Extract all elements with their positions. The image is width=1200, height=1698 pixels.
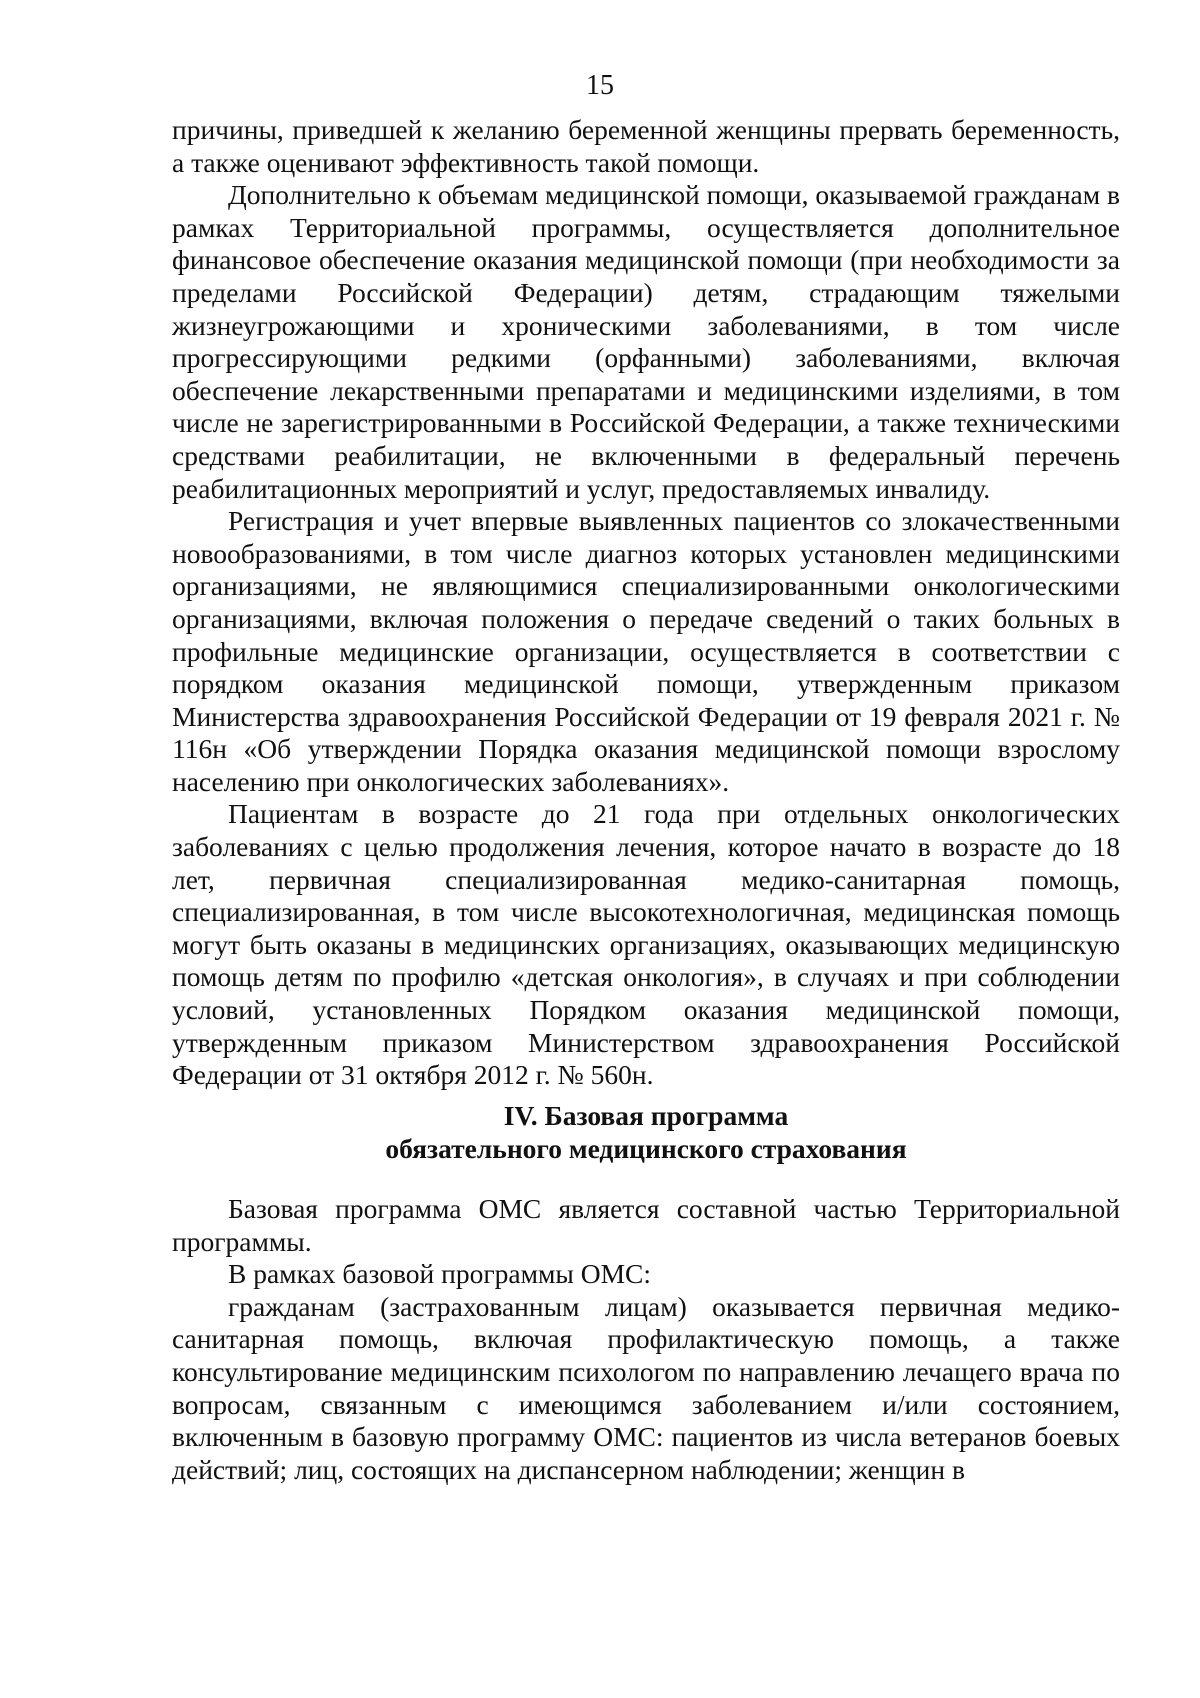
section-title-line-1: IV. Базовая программа bbox=[503, 1100, 789, 1131]
paragraph: Пациентам в возрасте до 21 года при отдельных онкологических заболеваниях с целью продолжения лечения, которое начато в возрасте до 18 лет, первичная специализированная медико-санитарная помощь, специализированная, в том числе высокотехнологичная, медицинская помощь могут быть оказаны в медицинских организациях, оказывающих медицинскую помощь детям по профилю «детская онкология», в случаях и при соблюдении условий, установленных Порядком оказания медицинской помощи, утвержденным приказом Министерством здравоохранения Российской Федерации от 31 октября 2012 г. № 560н. bbox=[172, 798, 1120, 1091]
paragraph: В рамках базовой программы ОМС: bbox=[228, 1258, 652, 1290]
section-title-line-2: обязательного медицинского страхования bbox=[385, 1133, 907, 1164]
paragraph: причины, приведшей к желанию беременной женщины прервать беременность, а также оценивают эффективность такой помощи. bbox=[172, 114, 1120, 178]
text-block-bottom bbox=[172, 1193, 1120, 1486]
paragraph: гражданам (застрахованным лицам) оказывается первичная медико-санитарная помощь, включая профилактическую помощь, а также консультирование медицинским психологом по направлению лечащего врача по вопросам, связанным с имеющимся заболеванием и/или состоянием, включенным в базовую программу ОМС: пациентов из числа ветеранов боевых действий; лиц, состоящих на диспансерном наблюдении; женщин в bbox=[172, 1290, 1120, 1485]
section-heading bbox=[172, 1099, 1120, 1165]
page-number: 15 bbox=[586, 70, 614, 101]
text-block-top bbox=[172, 114, 1120, 1092]
paragraph: Регистрация и учет впервые выявленных пациентов со злокачественными новообразованиями, в том числе диагноз которых установлен медицинскими организациями, не являющимися специализированными онкологическими организациями, включая положения о передаче сведений о таких больных в профильные медицинские организации, осуществляется в соответствии с порядком оказания медицинской помощи, утвержденным приказом Министерства здравоохранения Российской Федерации от 19 февраля 2021 г. № 116н «Об утверждении Порядка оказания медицинской помощи взрослому населению при онкологических заболеваниях». bbox=[172, 505, 1120, 797]
paragraph: Дополнительно к объемам медицинской помощи, оказываемой гражданам в рамках Территориальной программы, осуществляется дополнительное финансовое обеспечение оказания медицинской помощи (при необходимости за пределами Российской Федерации) детям, страдающим тяжелыми жизнеугрожающими и хроническими заболеваниями, в том числе прогрессирующими редкими (орфанными) заболеваниями, включая обеспечение лекарственными препаратами и медицинскими изделиями, в том числе не зарегистрированными в Российской Федерации, а также техническими средствами реабилитации, не включенными в федеральный перечень реабилитационных мероприятий и услуг, предоставляемых инвалиду. bbox=[172, 179, 1121, 504]
paragraph: Базовая программа ОМС является составной частью Территориальной программы. bbox=[172, 1193, 1120, 1257]
